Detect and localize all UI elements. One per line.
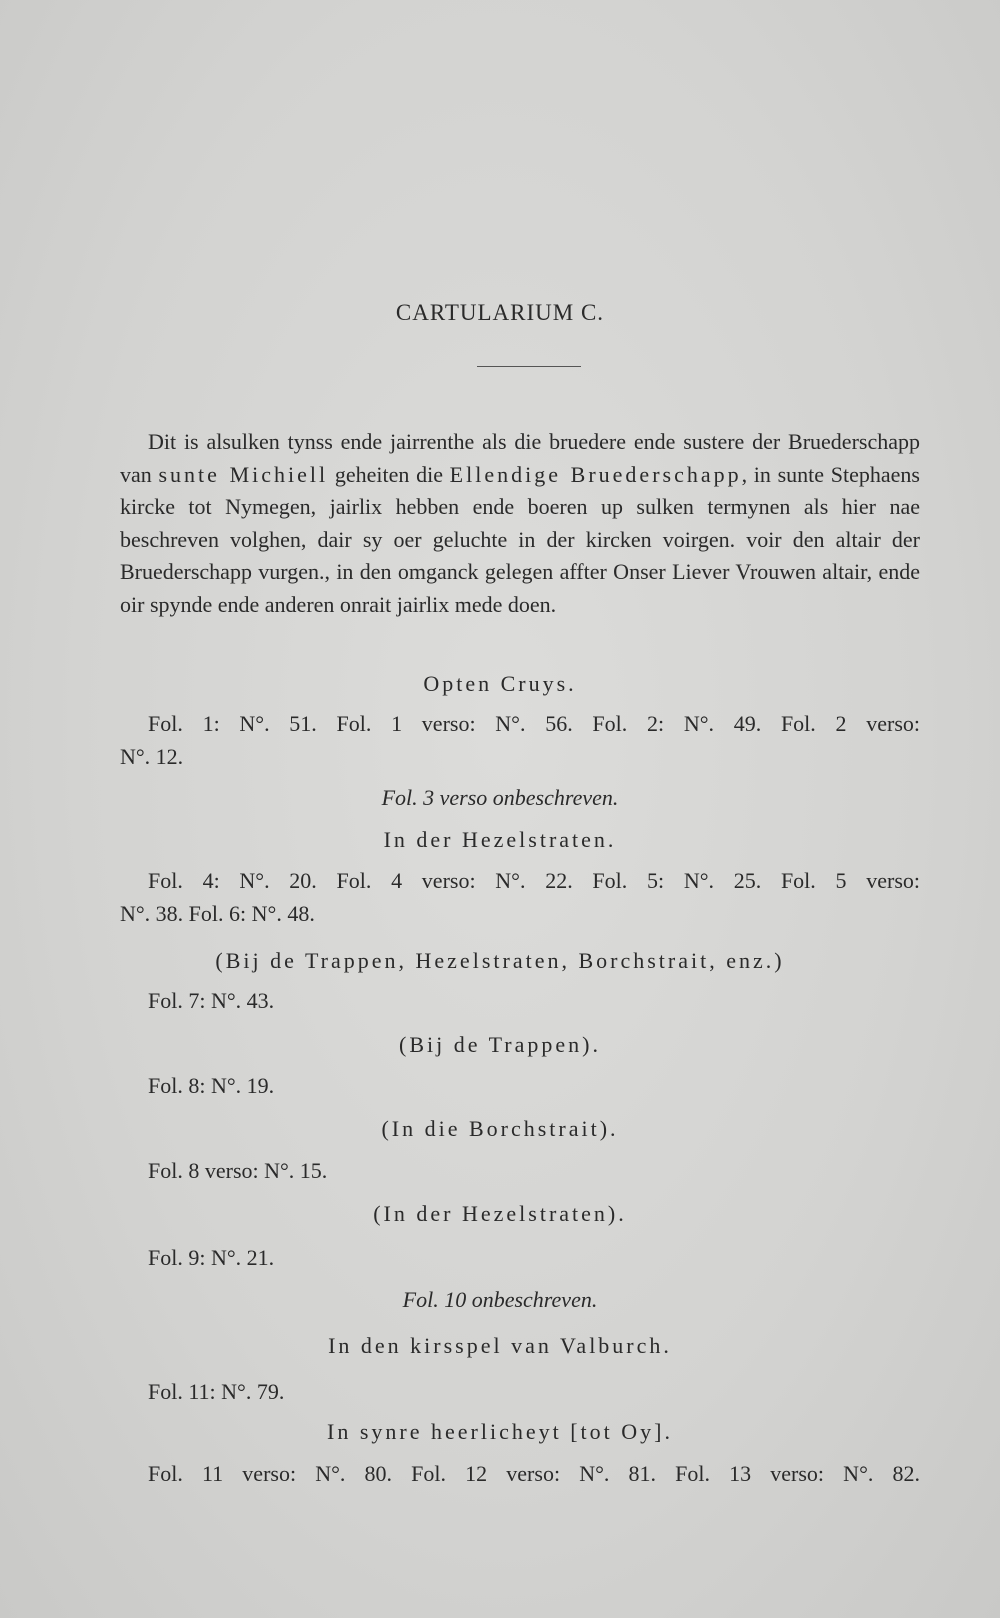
page-title: CARTULARIUM C. <box>395 300 605 325</box>
intro-text-spaced1: sunte Michiell <box>158 461 329 487</box>
folio-line: Fol. 4: N°. 20. Fol. 4 verso: N°. 22. Fol. 5: N°. 25. Fol. 5 verso: <box>148 868 920 893</box>
intro-text <box>120 426 920 621</box>
intro-text-spaced2: Ellendige Bruederschapp <box>449 461 742 487</box>
section-heading-opten-cruys: Opten Cruys. <box>423 671 577 696</box>
folio-line: Fol. 8: N°. 19. <box>148 1073 275 1098</box>
folio-line: N°. 38. Fol. 6: N°. 48. <box>120 901 315 926</box>
section-heading-borchstrait: (In die Borchstrait). <box>381 1116 619 1141</box>
title-divider <box>477 366 581 367</box>
section-heading-valburch: In den kirsspel van Valburch. <box>328 1333 672 1358</box>
section-heading-oy: In synre heerlicheyt [tot Oy]. <box>327 1419 673 1444</box>
folio-line: Fol. 9: N°. 21. <box>148 1245 275 1270</box>
folio-note: Fol. 10 onbeschreven. <box>402 1287 598 1312</box>
intro-text-part2: geheiten die <box>328 461 450 487</box>
section-heading-trappen-borchstrait: (Bij de Trappen, Hezelstraten, Borchstrait, enz.) <box>215 948 785 973</box>
section-heading-hezelstraten: In der Hezelstraten. <box>383 827 617 852</box>
intro-paragraph <box>120 426 920 621</box>
intro-text-part3: , in sunte Stephaens kircke tot Nymegen, jairlix hebben ende boeren up sulken termynen als hier nae beschreven volghen, dair sy oer geluchte in der kircken voirgen. voir den altair der Bruederschapp vurgen., in den omganck gelegen affter Onser Liever Vrouwen altair, ende oir spynde ende anderen onrait jairlix mede doen. <box>120 461 920 617</box>
section-heading-trappen: (Bij de Trappen). <box>399 1032 601 1057</box>
folio-note: Fol. 3 verso onbeschreven. <box>381 785 619 810</box>
folio-line: Fol. 1: N°. 51. Fol. 1 verso: N°. 56. Fol. 2: N°. 49. Fol. 2 verso: <box>148 711 920 736</box>
folio-line: Fol. 11 verso: N°. 80. Fol. 12 verso: N°. 81. Fol. 13 verso: N°. 82. <box>148 1461 920 1486</box>
folio-line: N°. 12. <box>120 744 184 769</box>
folio-line: Fol. 7: N°. 43. <box>148 988 275 1013</box>
intro-text-part1: Dit is alsulken tynss ende jairrenthe als die bruedere ende sustere der Bruederschapp van <box>120 429 920 487</box>
folio-line: Fol. 8 verso: N°. 15. <box>148 1158 328 1183</box>
section-heading-hezelstraten-2: (In der Hezelstraten). <box>373 1201 627 1226</box>
folio-line: Fol. 11: N°. 79. <box>148 1379 285 1404</box>
